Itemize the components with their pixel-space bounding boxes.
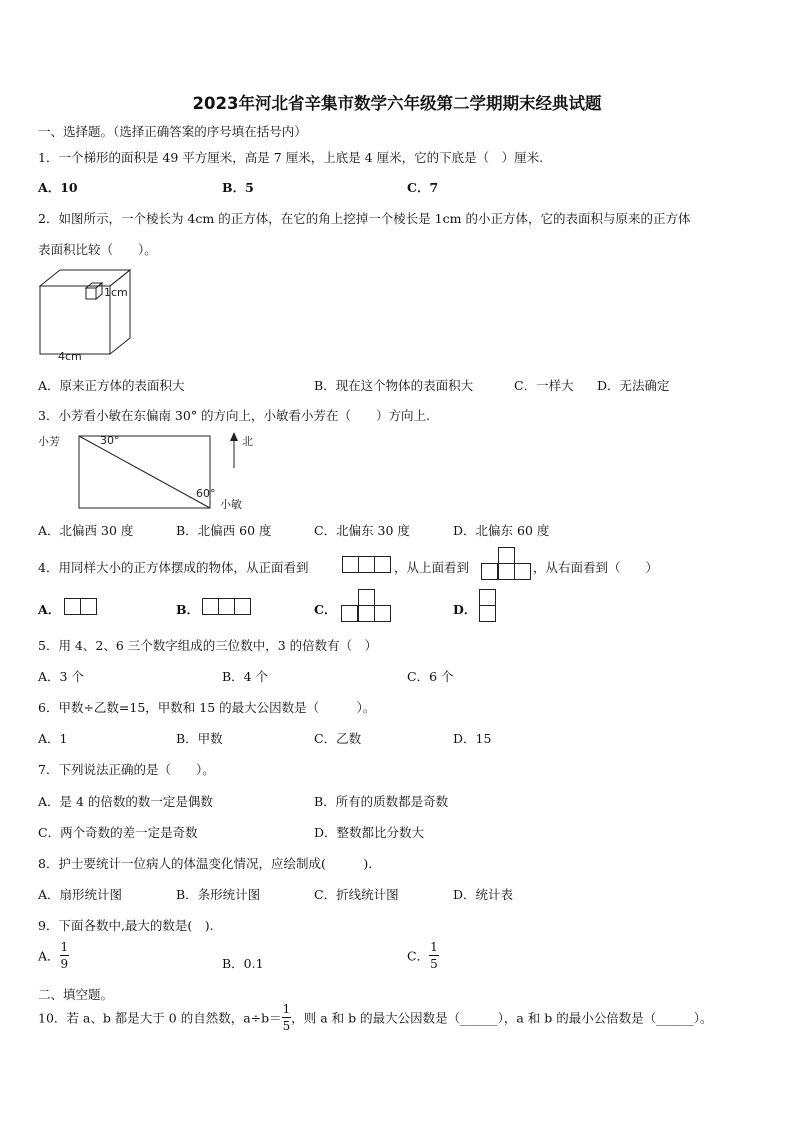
question-3-stem: 3．小芳看小敏在东偏南 30° 的方向上，小敏看小芳在（ ）方向上.: [38, 408, 431, 423]
question-9-option-a[interactable]: [38, 941, 69, 970]
question-2-stem-line2: 表面积比较（ ）。: [38, 242, 157, 257]
question-4-option-b[interactable]: B．: [176, 602, 200, 617]
question-3-option-b[interactable]: B．北偏西 60 度: [176, 523, 272, 538]
question-8-option-c[interactable]: C．折线统计图: [314, 887, 399, 902]
angle-30: 30°: [100, 434, 120, 447]
question-2-option-c[interactable]: C．一样大: [514, 378, 574, 393]
direction-figure: [38, 430, 268, 515]
question-5-option-a[interactable]: A．3 个: [38, 669, 84, 684]
question-4-option-c[interactable]: C．: [314, 602, 337, 617]
question-2-option-d[interactable]: D．无法确定: [597, 378, 670, 393]
question-8-stem: 8．护士要统计一位病人的体温变化情况，应绘制成( ).: [38, 856, 373, 871]
question-6-option-d[interactable]: D．15: [453, 731, 492, 746]
cube-big-edge-label: 4cm: [58, 350, 82, 363]
question-6-option-c[interactable]: C．乙数: [314, 731, 362, 746]
question-6-stem: 6．甲数÷乙数=15，甲数和 15 的最大公因数是（ ）。: [38, 700, 376, 715]
front-view-figure: [342, 556, 394, 574]
question-5-stem: 5．用 4、2、6 三个数字组成的三位数中，3 的倍数有（ ）: [38, 638, 378, 653]
fraction-one-fifth: $\frac{1}{5}$: [430, 940, 438, 971]
option-d-figure: [479, 589, 497, 625]
question-2-option-b[interactable]: B．现在这个物体的表面积大: [314, 378, 474, 393]
option-c-figure: [341, 589, 393, 625]
fraction-one-fifth-q10: $\frac{1}{5}$: [282, 1002, 291, 1033]
option-b-figure: [202, 598, 254, 616]
north-label: 北: [242, 435, 253, 448]
angle-60: 60°: [196, 487, 216, 500]
question-4-stem-c: ，从右面看到（ ）: [533, 560, 659, 575]
question-2-option-a[interactable]: A．原来正方体的表面积大: [38, 378, 185, 393]
cube-small-edge-label: 1cm: [104, 286, 128, 299]
question-7-option-b[interactable]: B．所有的质数都是奇数: [314, 794, 449, 809]
top-view-figure: [481, 547, 533, 583]
fraction-one-ninth: $\frac{1}{9}$: [60, 940, 69, 971]
section-choice-heading: 一、选择题。（选择正确答案的序号填在括号内）: [38, 124, 307, 139]
question-4-option-a[interactable]: A．: [38, 602, 61, 617]
question-3-option-d[interactable]: D．北偏东 60 度: [453, 523, 550, 538]
question-7-stem: 7．下列说法正确的是（ ）。: [38, 762, 215, 777]
label-xiaomin: 小敏: [220, 498, 242, 511]
question-9-option-a-label: A．: [38, 948, 60, 964]
question-5-option-b[interactable]: B．4 个: [222, 669, 269, 684]
question-9-option-b[interactable]: B．0.1: [222, 956, 264, 971]
question-6-option-b[interactable]: B．甲数: [176, 731, 223, 746]
question-10-stem-b: ，则 a 和 b 的最大公因数是（______），a 和 b 的最小公倍数是（______）。: [291, 1010, 713, 1026]
question-3-option-c[interactable]: C．北偏东 30 度: [314, 523, 410, 538]
question-5-option-c[interactable]: C．6 个: [407, 669, 454, 684]
option-a-figure: [64, 598, 100, 616]
question-7-option-d[interactable]: D．整数都比分数大: [314, 825, 425, 840]
question-4-stem-a: 4．用同样大小的正方体摆成的物体，从正面看到: [38, 560, 309, 575]
question-10-stem-a: 10．若 a、b 都是大于 0 的自然数，a÷b＝: [38, 1010, 282, 1026]
question-1-option-a[interactable]: A．10: [38, 180, 78, 195]
question-6-option-a[interactable]: A．1: [38, 731, 68, 746]
question-2-stem-line1: 2．如图所示，一个棱长为 4cm 的正方体，在它的角上挖掉一个棱长是 1cm 的小正方体，它的表面积与原来的正方体: [38, 211, 691, 226]
question-10: [38, 1003, 713, 1032]
question-9-option-c[interactable]: [407, 941, 439, 970]
question-9-option-c-label: C．: [407, 948, 430, 964]
question-7-option-a[interactable]: A．是 4 的倍数的数一定是偶数: [38, 794, 213, 809]
question-4-option-d[interactable]: D．: [453, 602, 477, 617]
cube-figure: [38, 268, 138, 363]
question-1-option-b[interactable]: B．5: [222, 180, 254, 195]
question-7-option-c[interactable]: C．两个奇数的差一定是奇数: [38, 825, 198, 840]
question-8-option-b[interactable]: B．条形统计图: [176, 887, 261, 902]
question-4-stem-b: ，从上面看到: [394, 560, 470, 575]
question-8-option-a[interactable]: A．扇形统计图: [38, 887, 123, 902]
section-fill-heading: 二、填空题。: [38, 987, 114, 1002]
question-8-option-d[interactable]: D．统计表: [453, 887, 514, 902]
question-9-stem: 9．下面各数中,最大的数是( ).: [38, 918, 214, 933]
question-3-option-a[interactable]: A．北偏西 30 度: [38, 523, 134, 538]
page-title: 2023年河北省辛集市数学六年级第二学期期末经典试题: [192, 94, 602, 113]
question-1-option-c[interactable]: C．7: [407, 180, 439, 195]
question-1-stem: 1．一个梯形的面积是 49 平方厘米，高是 7 厘米，上底是 4 厘米，它的下底是（ ）厘米.: [38, 150, 544, 165]
label-xiaofang: 小芳: [38, 435, 60, 448]
